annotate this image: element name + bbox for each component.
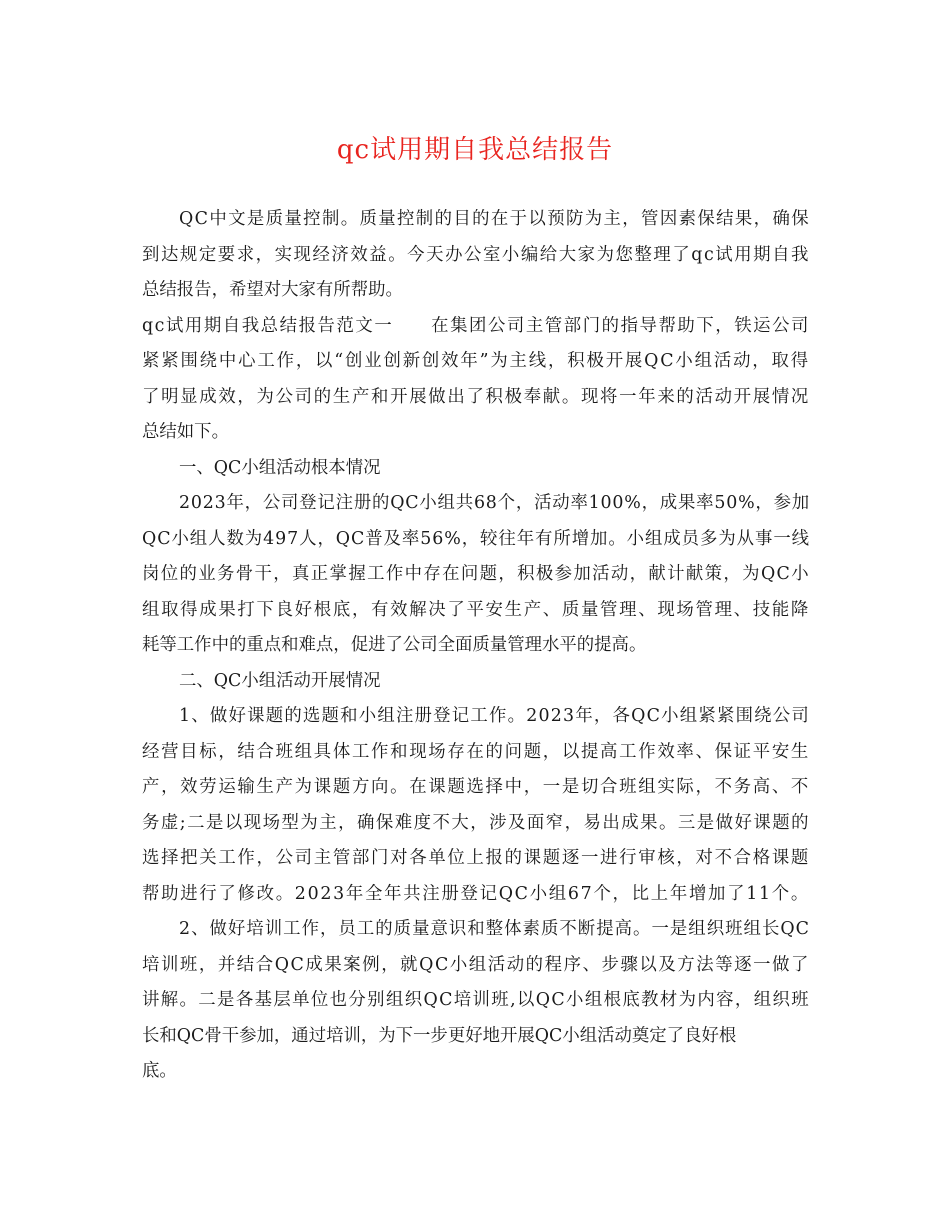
line-text: 总结报告，希望对大家有所帮助。 xyxy=(142,280,403,300)
line-text: 长和QC骨干参加，通过培训，为下一步更好地开展QC小组活动奠定了良好根 xyxy=(142,1025,737,1046)
text-line xyxy=(142,593,810,629)
line-text: 1、做好课题的选题和小组注册登记工作。2023年，各QC小组紧紧围绕公司 xyxy=(179,706,810,726)
line-text: QC中文是质量控制。质量控制的目的在于以预防为主，管因素保结果，确保 xyxy=(179,209,810,229)
line-text: 总结如下。 xyxy=(142,422,229,442)
text-line xyxy=(142,912,810,948)
text-line xyxy=(142,415,810,451)
line-text: 了明显成效，为公司的生产和开展做出了积极奉献。现将一年来的活动开展情况 xyxy=(142,386,810,407)
text-line xyxy=(142,841,810,877)
text-line xyxy=(142,664,810,700)
text-line xyxy=(142,628,810,664)
line-text: qc试用期自我总结报告范文一 在集团公司主管部门的指导帮助下，铁运公司 xyxy=(142,315,810,336)
line-text: QC小组人数为497人，QC普及率56%，较往年有所增加。小组成员多为从事一线 xyxy=(142,528,810,549)
line-text: 经营目标，结合班组具体工作和现场存在的问题，以提高工作效率、保证平安生 xyxy=(142,741,810,762)
text-line xyxy=(142,806,810,842)
text-line xyxy=(142,877,810,913)
document-body xyxy=(142,202,810,1090)
line-text: 帮助进行了修改。2023年全年共注册登记QC小组67个，比上年增加了11个。 xyxy=(142,883,810,904)
line-text: 到达规定要求，实现经济效益。今天办公室小编给大家为您整理了qc试用期自我 xyxy=(142,244,810,265)
text-line xyxy=(142,1019,810,1055)
line-text: 底。 xyxy=(142,1061,177,1081)
text-line xyxy=(142,522,810,558)
text-line xyxy=(142,948,810,984)
line-text: 务虚;二是以现场型为主，确保难度不大，涉及面窄，易出成果。三是做好课题的 xyxy=(142,812,810,833)
text-line xyxy=(142,770,810,806)
line-text: 产，效劳运输生产为课题方向。在课题选择中，一是切合班组实际，不务高、不 xyxy=(142,777,810,797)
line-text: 耗等工作中的重点和难点，促进了公司全面质量管理水平的提高。 xyxy=(142,635,647,655)
line-text: 2023年，公司登记注册的QC小组共68个，活动率100%，成果率50%，参加 xyxy=(179,493,810,513)
line-text: 组取得成果打下良好根底，有效解决了平安生产、质量管理、现场管理、技能降 xyxy=(142,599,810,620)
text-line xyxy=(142,238,810,274)
text-line xyxy=(142,202,810,238)
line-text: 培训班，并结合QC成果案例，就QC小组活动的程序、步骤以及方法等逐一做了 xyxy=(142,954,810,975)
text-line xyxy=(142,344,810,380)
text-line xyxy=(142,380,810,416)
text-line xyxy=(142,735,810,771)
text-line xyxy=(142,983,810,1019)
text-line xyxy=(142,699,810,735)
line-text: 二、QC小组活动开展情况 xyxy=(179,670,381,691)
document-title: qc试用期自我总结报告 xyxy=(336,135,614,165)
line-text: 岗位的业务骨干，真正掌握工作中存在问题，积极参加活动，献计献策，为QC小 xyxy=(142,564,810,584)
text-line xyxy=(142,273,810,309)
text-line xyxy=(142,557,810,593)
line-text: 紧紧围绕中心工作，以“创业创新创效年”为主线，积极开展QC小组活动，取得 xyxy=(142,351,810,371)
line-text: 选择把关工作，公司主管部门对各单位上报的课题逐一进行审核，对不合格课题 xyxy=(142,848,810,868)
text-line xyxy=(142,486,810,522)
line-text: 讲解。二是各基层单位也分别组织QC培训班,以QC小组根底教材为内容，组织班 xyxy=(142,990,810,1010)
text-line xyxy=(142,451,810,487)
line-text: 一、QC小组活动根本情况 xyxy=(179,457,381,478)
line-text: 2、做好培训工作，员工的质量意识和整体素质不断提高。一是组织班组长QC xyxy=(179,919,810,939)
text-line xyxy=(142,1054,810,1090)
text-line xyxy=(142,309,810,345)
